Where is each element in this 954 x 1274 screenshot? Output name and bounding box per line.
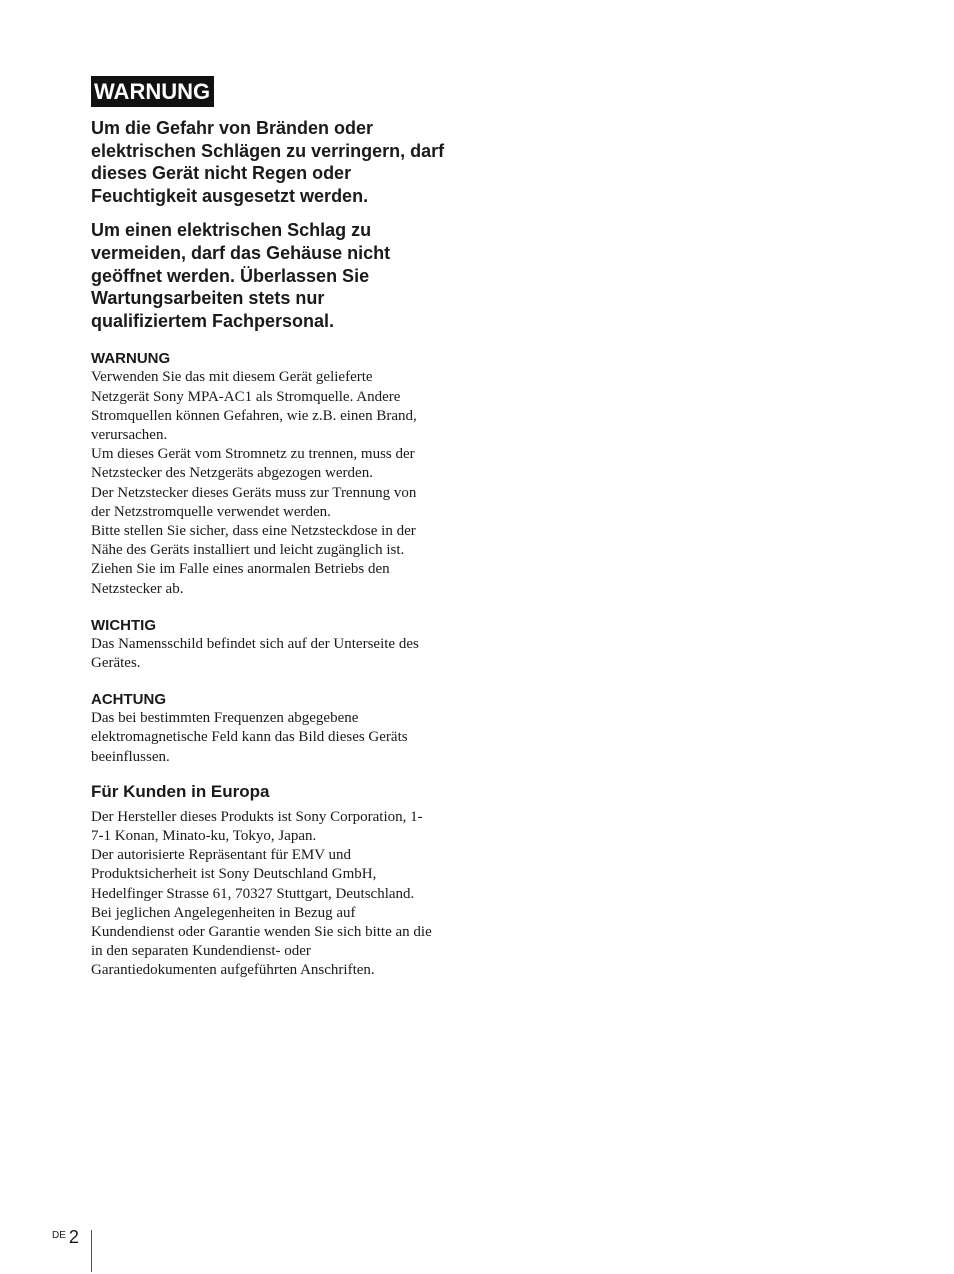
page-number: 2 bbox=[68, 1227, 79, 1247]
section-heading: ACHTUNG bbox=[91, 691, 166, 709]
body-line: 7-1 Konan, Minato-ku, Tokyo, Japan. bbox=[91, 828, 317, 844]
body-line: Netzgerät Sony MPA-AC1 als Stromquelle. Andere bbox=[91, 388, 401, 405]
europe-heading: Für Kunden in Europa bbox=[91, 781, 270, 801]
body-line: Ziehen Sie im Falle eines anormalen Betriebs den bbox=[91, 561, 390, 578]
body-line: beeinflussen. bbox=[91, 748, 170, 765]
body-line: Stromquellen können Gefahren, wie z.B. einen Brand, bbox=[91, 407, 417, 424]
intro-line: geöffnet werden. Überlassen Sie bbox=[91, 265, 370, 286]
intro-line: dieses Gerät nicht Regen oder bbox=[91, 163, 352, 184]
body-line: Das bei bestimmten Frequenzen abgegebene bbox=[91, 710, 359, 727]
body-line: Der Netzstecker dieses Geräts muss zur Trennung von bbox=[91, 484, 417, 501]
warning-badge: WARNUNG bbox=[91, 76, 214, 107]
body-line: verursachen. bbox=[91, 426, 168, 443]
body-line: Netzstecker des Netzgeräts abgezogen werden. bbox=[91, 465, 373, 482]
body-line: Der Hersteller dieses Produkts ist Sony Corporation, 1- bbox=[91, 808, 423, 825]
language-code: DE bbox=[52, 1230, 66, 1241]
intro-line: qualifiziertem Fachpersonal. bbox=[91, 310, 335, 331]
intro-line: vermeiden, darf das Gehäuse nicht bbox=[91, 242, 391, 263]
body-line: Bitte stellen Sie sicher, dass eine Netzsteckdose in der bbox=[91, 522, 416, 539]
body-line: Netzstecker ab. bbox=[91, 580, 184, 597]
body-line: Hedelfinger Strasse 61, 70327 Stuttgart, Deutschland. bbox=[91, 885, 415, 902]
intro-line: Um die Gefahr von Bränden oder bbox=[91, 118, 374, 138]
body-line: Bei jeglichen Angelegenheiten in Bezug auf bbox=[91, 904, 356, 921]
page-footer bbox=[52, 1226, 79, 1248]
section-wichtig bbox=[91, 617, 467, 673]
body-line: Nähe des Geräts installiert und leicht zugänglich ist. bbox=[91, 542, 405, 559]
intro-paragraph-2 bbox=[91, 219, 467, 332]
section-warnung bbox=[91, 350, 467, 598]
section-europe bbox=[91, 781, 467, 981]
body-line: Gerätes. bbox=[91, 654, 141, 671]
body-line: elektromagnetische Feld kann das Bild dieses Geräts bbox=[91, 729, 408, 746]
section-heading: WICHTIG bbox=[91, 616, 156, 634]
body-line: Verwenden Sie das mit diesem Gerät gelieferte bbox=[91, 369, 373, 386]
body-line: Das Namensschild befindet sich auf der Unterseite des bbox=[91, 635, 419, 652]
intro-paragraph-1 bbox=[91, 117, 467, 207]
intro-line: Um einen elektrischen Schlag zu bbox=[91, 220, 372, 241]
body-line: in den separaten Kundendienst- oder bbox=[91, 943, 311, 960]
body-line: Um dieses Gerät vom Stromnetz zu trennen, muss der bbox=[91, 446, 415, 463]
footer-divider bbox=[91, 1230, 92, 1272]
body-line: Der autorisierte Repräsentant für EMV und bbox=[91, 847, 352, 864]
body-line: der Netzstromquelle verwendet werden. bbox=[91, 503, 331, 520]
content-column bbox=[91, 76, 467, 981]
body-line: Kundendienst oder Garantie wenden Sie sich bitte an die bbox=[91, 924, 432, 941]
section-achtung bbox=[91, 691, 467, 767]
section-heading: WARNUNG bbox=[91, 350, 171, 368]
intro-line: Wartungsarbeiten stets nur bbox=[91, 288, 325, 309]
body-line: Garantiedokumenten aufgeführten Anschriften. bbox=[91, 962, 375, 979]
intro-line: Feuchtigkeit ausgesetzt werden. bbox=[91, 185, 369, 206]
intro-line: elektrischen Schlägen zu verringern, darf bbox=[91, 140, 445, 161]
body-line: Produktsicherheit ist Sony Deutschland GmbH, bbox=[91, 866, 377, 883]
